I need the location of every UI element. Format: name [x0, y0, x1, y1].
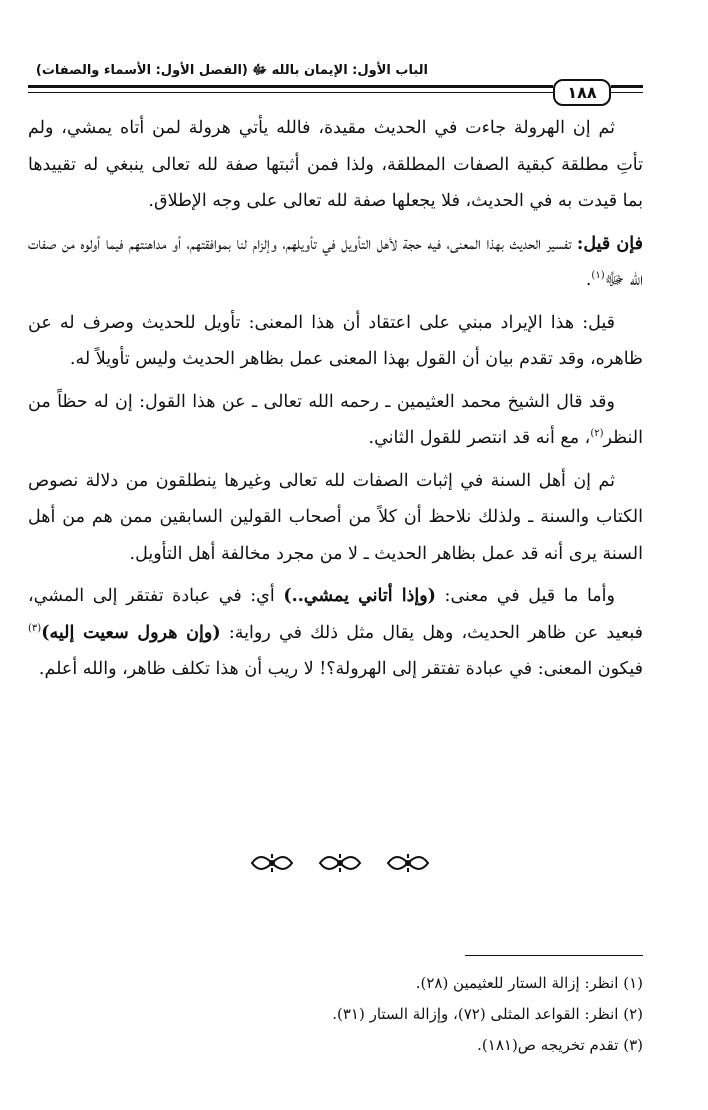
footnotes [28, 968, 643, 1061]
header-rule-thin-right [611, 92, 643, 93]
footnote-separator [465, 955, 643, 956]
ornament-icon [318, 852, 362, 874]
paragraph-end: ، مع أنه قد انتصر للقول الثاني. [368, 428, 591, 448]
header-rule-thick [28, 85, 553, 88]
footnote-ref-1: (١) [591, 270, 605, 282]
main-text [28, 110, 643, 694]
footnote-ref-2: (٢) [590, 428, 604, 440]
paragraph-end: فيكون المعنى: في عبادة تفتقر إلى الهرولة؟! لا ريب أن هذا تكلف ظاهر، والله أعلم. [38, 659, 643, 679]
paragraph-text-middle: أي: في عبادة تفتقر إلى المشي، فبعيد عن ظاهر الحديث، وهل يقال مثل ذلك في رواية: [28, 586, 643, 643]
paragraph-end: . [585, 270, 592, 290]
paragraph-2 [28, 226, 643, 299]
paragraph-4 [28, 384, 643, 457]
footnote-ref-3: (٣) [28, 622, 42, 634]
footnote-number: (١) [623, 974, 643, 992]
paragraph-text: ثم إن الهرولة جاءت في الحديث مقيدة، فالله يأتي هرولة لمن أتاه يمشي، ولم تأتِ مطلقة كبقية الصفات المطلقة، ولذا فمن أثبتها صفة لله تعالى ينبغي له تقييدها بما قيدت به في الحديث، فلا يجعلها صفة لله تعالى على وجه الإطلاق. [28, 118, 643, 211]
footnote-text: انظر: القواعد المثلى (٧٢)، وإزالة الستار (٣١). [332, 1005, 619, 1023]
paragraph-text: وأما ما قيل في معنى: [444, 586, 615, 606]
hadith-quote-1: (وإذا أتاني يمشي..) [283, 586, 436, 606]
footnote-2 [28, 999, 643, 1030]
running-header-title: الباب الأول: الإيمان بالله ﷻ (الفصل الأول: الأسماء والصفات) [35, 63, 428, 78]
paragraph-text: تفسير الحديث بهذا المعنى، فيه حجة لأهل التأويل في تأويلهم، وإلزام لنا بموافقتهم، أو مداهنتهم فيما أولوه من صفات الله ﷻ [28, 233, 643, 290]
ornament-icon [250, 852, 294, 874]
paragraph-5 [28, 463, 643, 573]
hadith-quote-2: (وإن هرول سعيت إليه) [41, 622, 221, 643]
ornament-icon [386, 852, 430, 874]
paragraph-text: ثم إن أهل السنة في إثبات الصفات لله تعالى وغيرها ينطلقون من دلالة نصوص الكتاب والسنة ـ ولذلك نلاحظ أن كلاً من أصحاب القولين السابقين ممن هم من أهل السنة يرى أنه قد عمل بظاهر الحديث ـ لا من مجرد مخالفة أهل التأويل. [28, 470, 643, 564]
paragraph-lead: فإن قيل: [576, 233, 643, 254]
paragraph-1 [28, 110, 643, 220]
footnote-text: انظر: إزالة الستار للعثيمين (٢٨). [415, 974, 619, 992]
header-rule-thick-right [611, 85, 643, 88]
footnote-1 [28, 968, 643, 999]
section-ornaments [250, 848, 430, 878]
paragraph-text: وقد قال الشيخ محمد العثيمين ـ رحمه الله تعالى ـ عن هذا القول: إن له حظاً من النظر [28, 391, 643, 448]
header-rule-thin [28, 92, 553, 93]
page-number: ١٨٨ [553, 79, 611, 106]
paragraph-3 [28, 305, 643, 378]
footnote-text: تقدم تخريجه ص(١٨١). [477, 1036, 619, 1054]
footnote-number: (٣) [623, 1036, 643, 1054]
footnote-number: (٢) [623, 1005, 643, 1023]
paragraph-6 [28, 578, 643, 688]
footnote-3 [28, 1030, 643, 1061]
paragraph-text: قيل: هذا الإيراد مبني على اعتقاد أن هذا المعنى: تأويل للحديث وصرف له عن ظاهره، وقد تقدم بيان أن القول بهذا المعنى عمل بظاهر الحديث وليس تأويلاً له. [28, 312, 643, 369]
